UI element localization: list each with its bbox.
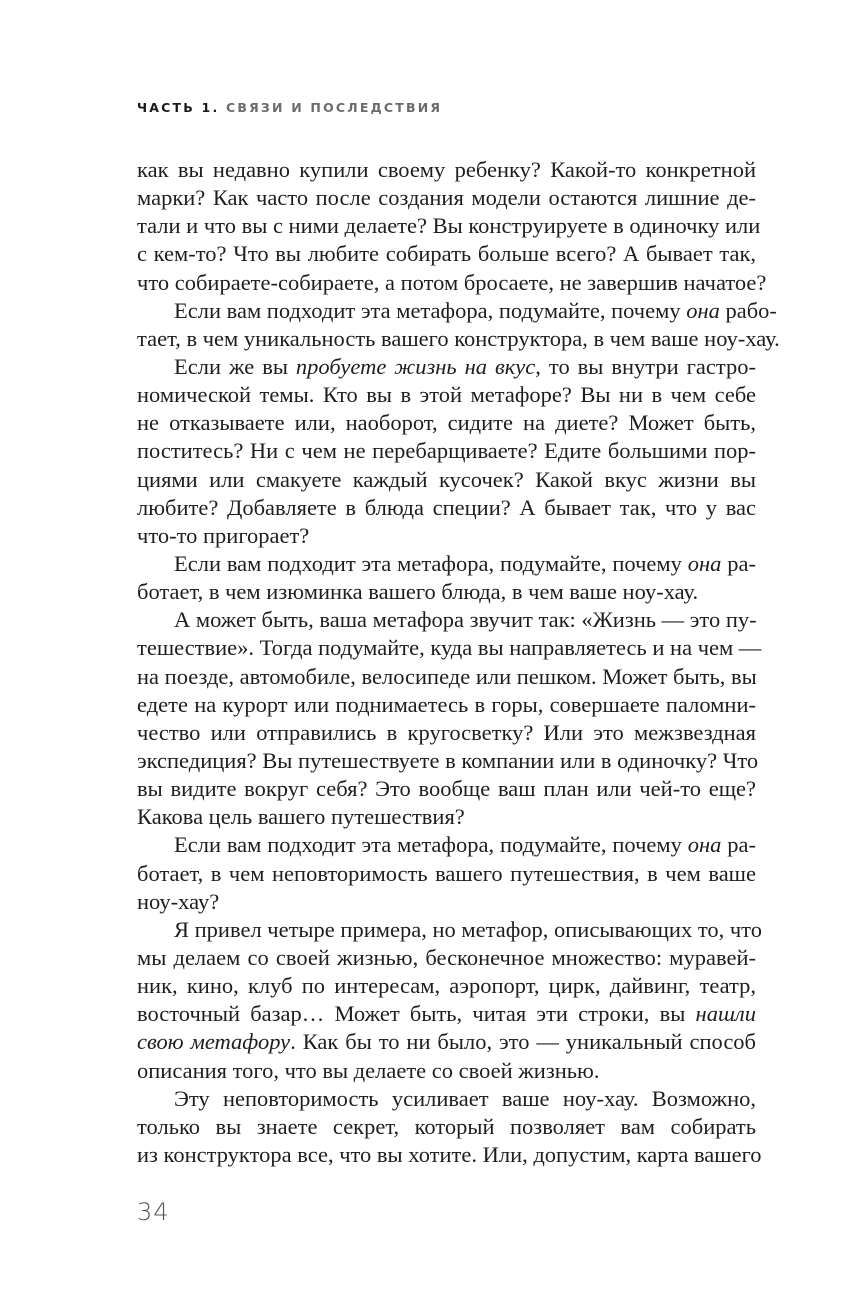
text-line: [137, 831, 756, 859]
text-line: [137, 353, 756, 381]
text-line: [137, 297, 777, 325]
text-line: [137, 1141, 762, 1169]
text-segment: не отказываете или, наоборот, сидите на диете? Может быть,: [137, 410, 756, 436]
text-segment: ботает, в чем неповторимость вашего путешествия, в чем ваше: [137, 860, 756, 886]
text-line: [137, 747, 759, 775]
text-segment: что-то пригорает?: [137, 522, 310, 548]
text-line: [137, 1085, 756, 1113]
text-line: [137, 1057, 756, 1085]
text-segment: циями или смакуете каждый кусочек? Какой вкус жизни вы: [137, 466, 756, 492]
text-line: [137, 606, 756, 634]
text-segment: экспедиция? Вы путешествуете в компании или в одиночку? Что: [137, 747, 759, 773]
text-segment: как вы недавно купили своему ребенку? Какой-то конкретной: [137, 157, 756, 182]
text-line: [137, 775, 756, 803]
text-segment: тешествие». Тогда подумайте, куда вы направляетесь и на чем —: [137, 635, 762, 661]
text-line: [137, 381, 756, 409]
text-line: [137, 184, 756, 212]
body-text: [137, 156, 780, 1169]
text-line: [137, 719, 756, 747]
text-line: [137, 691, 756, 719]
text-line: [137, 550, 756, 578]
header-title: СВЯЗИ И ПОСЛЕДСТВИЯ: [225, 100, 443, 115]
text-segment: Если вам подходит эта метафора, подумайте, почему: [174, 832, 688, 858]
text-segment: Я привел четыре примера, но метафор, описывающих то, что: [174, 916, 762, 942]
text-line: [137, 916, 762, 944]
text-line: [137, 1028, 756, 1056]
text-segment: из конструктора все, что вы хотите. Или, допустим, карта вашего: [137, 1141, 762, 1167]
text-segment: только вы знаете секрет, который позволяет вам собирать: [137, 1113, 756, 1139]
text-segment: описания того, что вы делаете со своей жизнью.: [137, 1057, 600, 1083]
italic-text: пробуете жизнь на вкус: [295, 353, 536, 379]
text-segment: Эту неповторимость усиливает ваше ноу-хау. Возможно,: [174, 1085, 756, 1111]
text-segment: тает, в чем уникальность вашего конструктора, в чем ваше ноу-хау.: [137, 325, 780, 351]
text-line: [137, 212, 761, 240]
text-segment: чество или отправились в кругосветку? Или это межзвездная: [137, 719, 756, 745]
text-segment: , то вы внутри гастро-: [535, 353, 756, 379]
text-segment: ботает, в чем изюминка вашего блюда, в чем ваше ноу-хау.: [137, 579, 699, 605]
text-line: [137, 269, 767, 297]
text-segment: ноу-хау?: [137, 888, 220, 914]
text-line: [137, 1000, 756, 1028]
text-segment: ра-: [721, 832, 756, 858]
text-line: [137, 325, 780, 353]
text-segment: А может быть, ваша метафора звучит так: «Жизнь — это пу-: [174, 607, 757, 633]
italic-text: она: [686, 297, 720, 323]
text-line: [137, 944, 756, 972]
text-line: [137, 663, 756, 691]
text-segment: Если вам подходит эта метафора, подумайте, почему: [174, 550, 688, 576]
text-segment: тали и что вы с ними делаете? Вы конструируете в одиночку или: [137, 213, 761, 239]
text-segment: с кем-то? Что вы любите собирать больше всего? А бывает так,: [137, 241, 756, 267]
text-segment: рабо-: [719, 297, 777, 323]
text-segment: ра-: [721, 550, 756, 576]
text-line: [137, 803, 756, 831]
text-line: [137, 972, 756, 1000]
text-line: [137, 578, 756, 606]
text-segment: на поезде, автомобиле, велосипеде или пешком. Может быть, вы: [137, 663, 757, 689]
text-line: [137, 522, 756, 550]
text-segment: восточный базар… Может быть, читая эти строки, вы: [137, 1001, 696, 1027]
text-line: [137, 156, 756, 184]
italic-text: свою метафору: [137, 1029, 291, 1055]
text-line: [137, 409, 756, 437]
text-line: [137, 466, 756, 494]
text-line: [137, 494, 756, 522]
text-segment: . Как бы то ни было, это — уникальный способ: [290, 1029, 757, 1055]
running-header: [137, 100, 442, 115]
text-line: [137, 437, 756, 465]
text-line: [137, 860, 756, 888]
page-number: 34: [137, 1198, 170, 1226]
text-segment: марки? Как часто после создания модели остаются лишние де-: [137, 185, 756, 211]
text-segment: Если вам подходит эта метафора, подумайте, почему: [174, 297, 687, 323]
text-line: [137, 1113, 756, 1141]
text-segment: любите? Добавляете в блюда специи? А бывает так, что у вас: [137, 494, 756, 520]
text-line: [137, 240, 756, 268]
italic-text: она: [687, 550, 722, 576]
text-segment: вы видите вокруг себя? Это вообще ваш план или чей-то еще?: [137, 776, 756, 802]
text-line: [137, 634, 762, 662]
text-segment: едете на курорт или поднимаетесь в горы, совершаете паломни-: [137, 691, 756, 717]
text-segment: поститесь? Ни с чем не перебарщиваете? Едите большими пор-: [137, 438, 756, 464]
text-segment: номической темы. Кто вы в этой метафоре? Вы ни в чем себе: [137, 382, 756, 408]
italic-text: она: [687, 832, 722, 858]
header-part: ЧАСТЬ 1.: [137, 100, 220, 115]
text-segment: что собираете-собираете, а потом бросаете, не завершив начатое?: [137, 269, 767, 295]
text-segment: мы делаем со своей жизнью, бесконечное множество: муравей-: [137, 944, 756, 970]
text-segment: ник, кино, клуб по интересам, аэропорт, цирк, дайвинг, театр,: [137, 973, 756, 999]
text-segment: Если же вы: [174, 353, 296, 379]
text-line: [137, 888, 756, 916]
italic-text: нашли: [695, 1001, 756, 1027]
text-segment: Какова цель вашего путешествия?: [137, 804, 465, 830]
